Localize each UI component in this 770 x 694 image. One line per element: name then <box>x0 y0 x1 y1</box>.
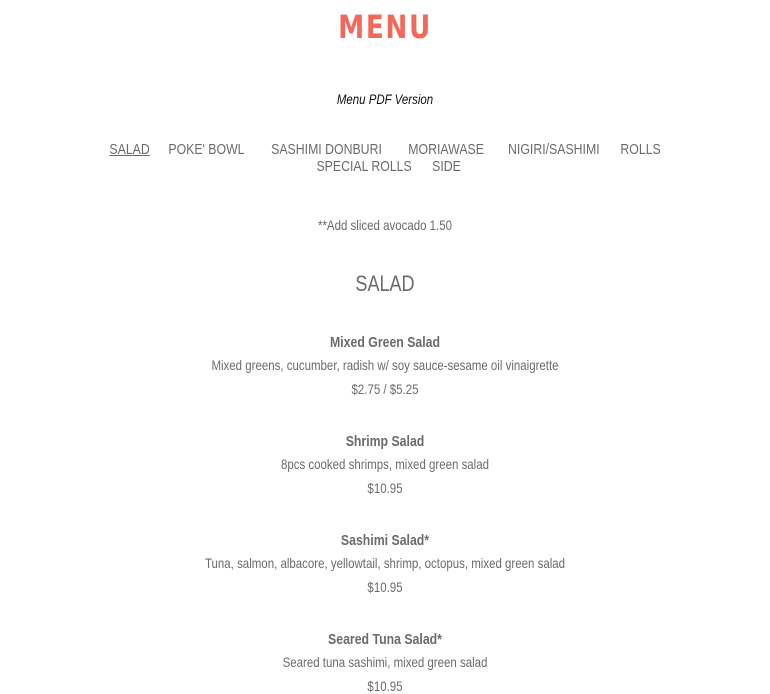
menu-item-price: $10.95 <box>367 579 403 595</box>
menu-item-description: Mixed greens, cucumber, radish w/ soy sauce-sesame oil vinaigrette <box>211 357 559 373</box>
menu-item <box>0 332 770 401</box>
nav-row-1 <box>0 141 770 158</box>
nav-item-moriawase[interactable]: MORIAWASE <box>408 141 484 158</box>
menu-item-price: $2.75 / $5.25 <box>351 381 419 397</box>
nav-item-side[interactable]: SIDE <box>431 158 461 175</box>
nav-item-poke-bowl[interactable]: POKE' BOWL <box>168 141 245 158</box>
menu-item-name: Shrimp Salad <box>345 433 425 450</box>
menu-item-price: $10.95 <box>367 480 403 496</box>
menu-item <box>0 530 770 599</box>
menu-item-name: Sashimi Salad* <box>340 532 430 549</box>
menu-item-price: $10.95 <box>367 678 403 694</box>
menu-pdf-link[interactable]: Menu PDF Version <box>336 91 434 107</box>
category-nav <box>0 141 770 175</box>
menu-item-name: Mixed Green Salad <box>329 334 441 351</box>
section-title: SALAD <box>355 271 415 296</box>
menu-item-description: Seared tuna sashimi, mixed green salad <box>282 654 488 670</box>
nav-item-nigiri-sashimi[interactable]: NIGIRI/SASHIMI <box>508 141 600 158</box>
menu-item <box>0 629 770 694</box>
nav-item-special-rolls[interactable]: SPECIAL ROLLS <box>316 158 413 175</box>
menu-item-name: Seared Tuna Salad* <box>328 631 442 648</box>
avocado-note: **Add sliced avocado 1.50 <box>317 217 453 233</box>
nav-row-2 <box>0 158 770 175</box>
menu-item-description: 8pcs cooked shrimps, mixed green salad <box>280 456 490 472</box>
nav-item-rolls[interactable]: ROLLS <box>620 141 661 158</box>
menu-item <box>0 431 770 500</box>
menu-item-description: Tuna, salmon, albacore, yellowtail, shrimp, octopus, mixed green salad <box>204 555 566 571</box>
page-title: MENU <box>338 8 432 46</box>
nav-item-salad[interactable]: SALAD <box>109 141 150 158</box>
nav-item-sashimi-donburi[interactable]: SASHIMI DONBURI <box>271 141 382 158</box>
